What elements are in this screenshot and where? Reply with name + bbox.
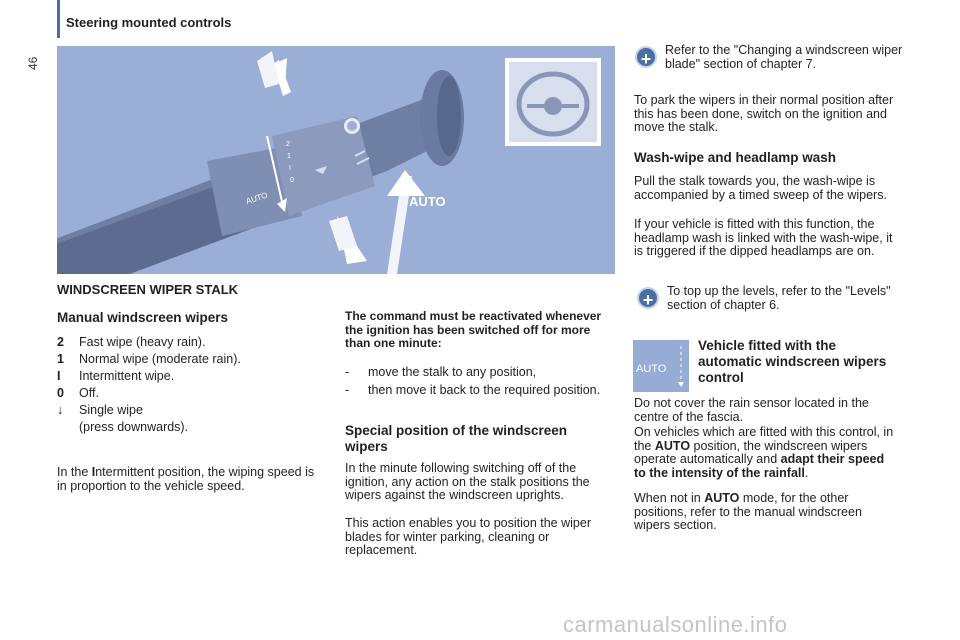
list-item: 1 Normal wipe (moderate rain). (57, 352, 241, 366)
special-position-text-2: This action enables you to position the wiper blades for winter parking, cleaning or replacement. (345, 516, 591, 557)
auto-icon-label: AUTO (636, 363, 667, 375)
ring-mark-1: 1 (287, 153, 291, 160)
stalk-auto-label: AUTO (244, 190, 269, 206)
reactivate-steps (345, 366, 607, 401)
list-item: - then move it back to the required position. (345, 382, 601, 397)
watermark: carmanualsonline.info (563, 612, 788, 637)
section-title: Steering mounted controls (66, 15, 232, 30)
main-heading: WINDSCREEN WIPER STALK (57, 282, 239, 297)
tip-wiper-blade: Refer to the "Changing a windscreen wiper blade" section of chapter 7. (665, 43, 903, 71)
list-item: (press downwards). (79, 420, 189, 434)
auto-wipers-heading: Vehicle fitted with the automatic windscreen wipers control (698, 338, 887, 385)
auto-text-3: When not in AUTO mode, for the other positions, refer to the manual windscreen wipers section. (634, 491, 862, 532)
plus-info-icon: + (637, 287, 659, 309)
plus-info-icon: + (635, 46, 657, 68)
wash-wipe-heading: Wash-wipe and headlamp wash (634, 150, 837, 165)
ring-mark-i: I (289, 165, 291, 172)
list-item: I Intermittent wipe. (57, 369, 175, 383)
special-position-heading: Special position of the windscreen wipers (345, 423, 568, 454)
list-item: 2 Fast wipe (heavy rain). (57, 335, 206, 349)
header-accent-bar (57, 0, 60, 38)
wash-wipe-text-1: Pull the stalk towards you, the wash-wipe is accompanied by a timed sweep of the wipers. (634, 174, 887, 202)
list-item: 0 Off. (57, 386, 99, 400)
page-number: 46 (26, 56, 40, 70)
ring-mark-2: 2 (286, 141, 290, 148)
park-wipers-text: To park the wipers in their normal position after this has been done, switch on the ignition and move the stalk. (634, 93, 894, 134)
wash-wipe-text-2: If your vehicle is fitted with this function, the headlamp wash is linked with the wash-wipe, it is triggered if the dipped headlamps are on. (634, 217, 893, 258)
tip-levels: To top up the levels, refer to the "Levels" section of chapter 6. (667, 284, 891, 312)
auto-text-2: On vehicles which are fitted with this control, in the AUTO position, the windscreen wipers operate automatically and adapt their speed to the intensity of the rainfall. (634, 425, 894, 480)
auto-text-1: Do not cover the rain sensor located in the centre of the fascia. (634, 396, 869, 424)
manual-wipers-heading: Manual windscreen wipers (57, 310, 229, 325)
list-item: ↓ Single wipe (57, 403, 143, 417)
ring-mark-0: 0 (290, 177, 294, 184)
wiper-positions-list (57, 334, 327, 436)
list-item: - move the stalk to any position, (345, 365, 537, 379)
wiper-stalk-illustration (57, 46, 615, 274)
single-wipe-arrow-icon: ↓ (57, 403, 64, 417)
arrow-auto-label: AUTO (409, 194, 446, 209)
auto-wipers-icon (633, 340, 689, 392)
stalk-drawing (57, 46, 615, 274)
intermittent-note: In the Intermittent position, the wiping speed is in proportion to the vehicle speed. (57, 465, 315, 493)
special-position-text-1: In the minute following switching off of the ignition, any action on the stalk positions the wipers against the windscreen uprights. (345, 461, 590, 502)
reactivate-note: The command must be reactivated whenever the ignition has been switched off for more than one minute: (345, 309, 602, 350)
